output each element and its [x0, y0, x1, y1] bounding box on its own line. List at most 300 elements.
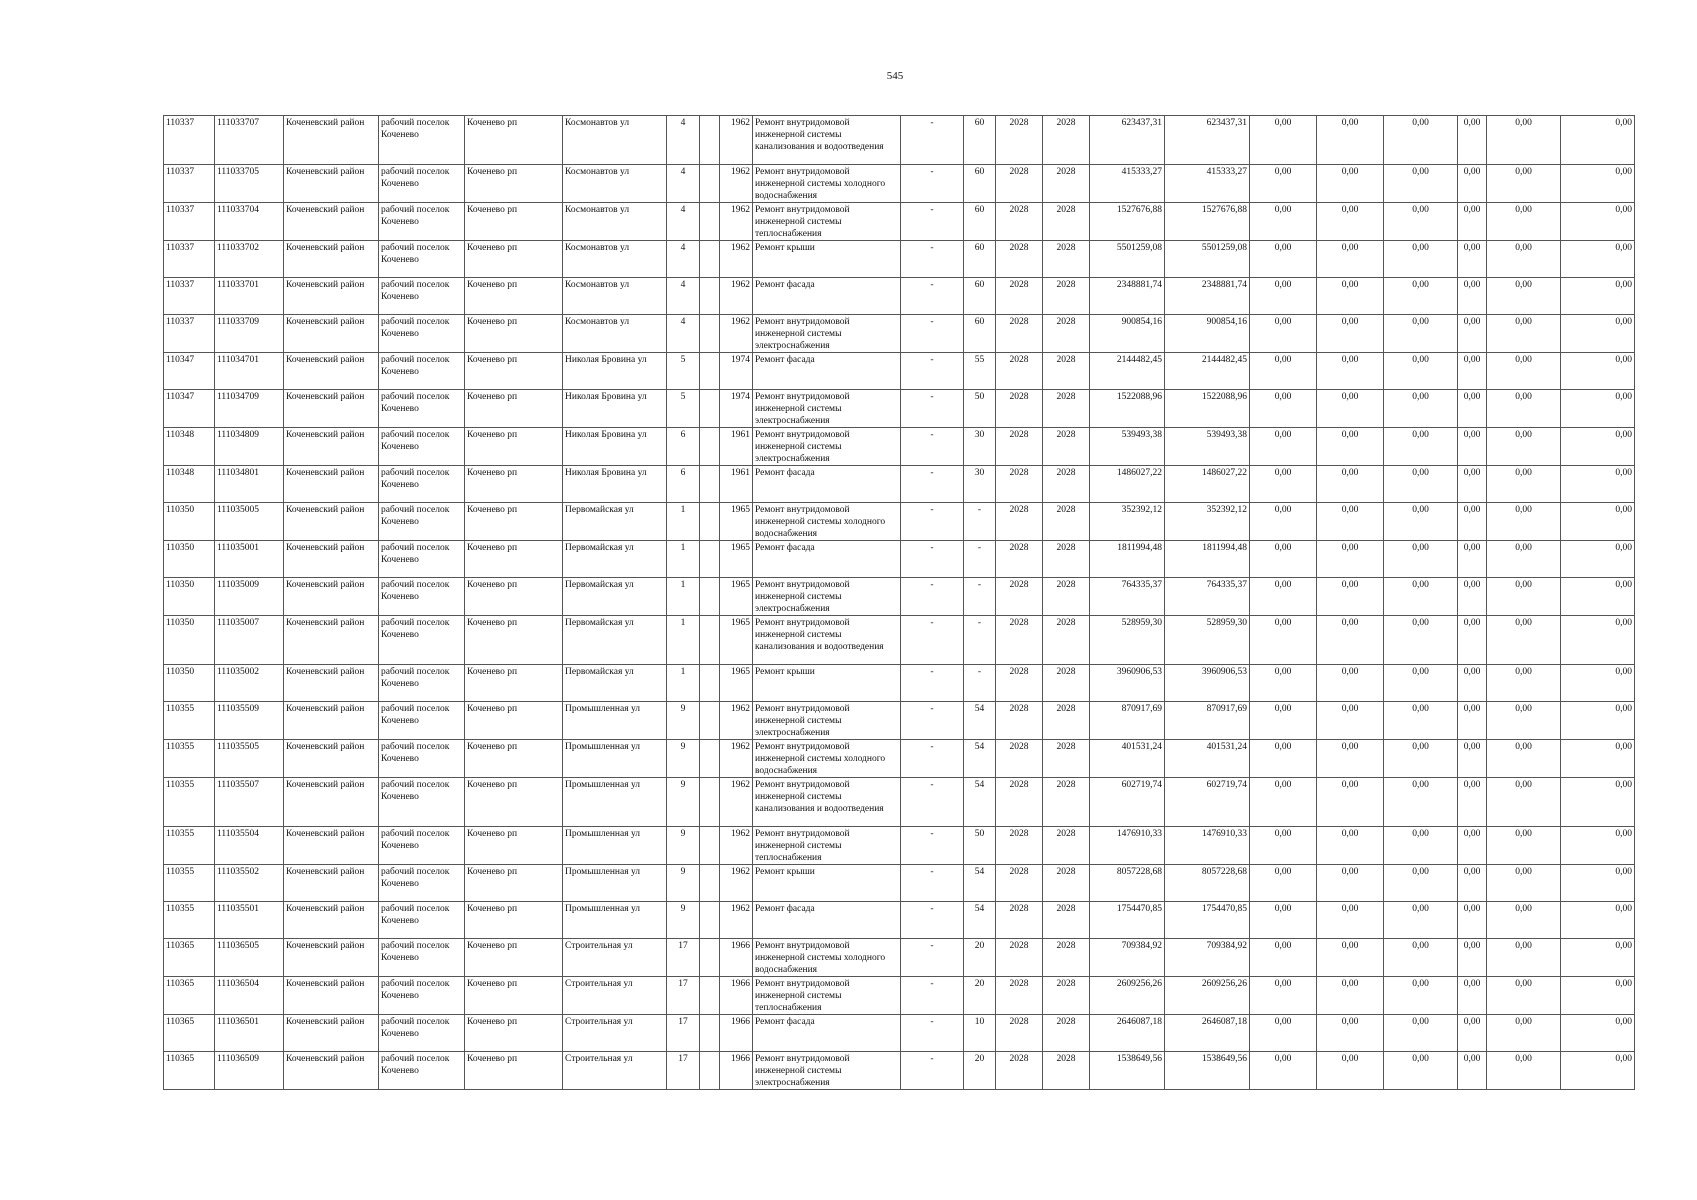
cell-district: Коченевский район [284, 865, 379, 902]
cell-plan-year-end: 2028 [1043, 241, 1090, 278]
cell-cost-federal: 0,00 [1250, 428, 1317, 466]
cell-object-code: 110355 [164, 702, 215, 740]
cell-year-built: 1966 [720, 939, 753, 977]
cell-work-code: 111035502 [215, 865, 284, 902]
cell-settlement: Коченево рп [465, 827, 563, 865]
cell-cost-owners: 0,00 [1458, 466, 1487, 503]
cell-house-number: 4 [667, 241, 700, 278]
cell-cost-federal: 0,00 [1250, 616, 1317, 665]
cell-plan-year-end: 2028 [1043, 578, 1090, 616]
cell-house-number: 17 [667, 1052, 700, 1090]
cell-work-code: 111035504 [215, 827, 284, 865]
cell-settlement-type: рабочий поселок Коченево [379, 278, 465, 315]
cell-cost-reserve: 0,00 [1561, 315, 1635, 353]
cell-year-built: 1961 [720, 428, 753, 466]
cell-house-number: 9 [667, 865, 700, 902]
cell-cost-federal: 0,00 [1250, 315, 1317, 353]
cell-street: Первомайская ул [563, 616, 667, 665]
cell-wear-percent: 50 [964, 827, 996, 865]
cell-cost-reserve: 0,00 [1561, 902, 1635, 939]
cell-cost-regional: 0,00 [1317, 315, 1384, 353]
cell-settlement-type: рабочий поселок Коченево [379, 1015, 465, 1052]
cell-settlement: Коченево рп [465, 1052, 563, 1090]
cell-work-code: 111034701 [215, 353, 284, 390]
cell-cost-other: 0,00 [1487, 939, 1561, 977]
cell-cost-federal: 0,00 [1250, 939, 1317, 977]
cell-building [700, 541, 720, 578]
cell-settlement-type: рабочий поселок Коченево [379, 203, 465, 241]
cell-cost-federal: 0,00 [1250, 865, 1317, 902]
cell-district: Коченевский район [284, 1015, 379, 1052]
cell-object-code: 110337 [164, 278, 215, 315]
cell-cost-reserve: 0,00 [1561, 241, 1635, 278]
cell-district: Коченевский район [284, 353, 379, 390]
cell-cost-other: 0,00 [1487, 116, 1561, 165]
cell-street: Космонавтов ул [563, 278, 667, 315]
cell-cost-local: 0,00 [1384, 503, 1458, 541]
cell-year-built: 1965 [720, 503, 753, 541]
cell-wear-percent: - [964, 616, 996, 665]
cell-unit: - [901, 616, 964, 665]
cell-settlement-type: рабочий поселок Коченево [379, 740, 465, 778]
cell-object-code: 110337 [164, 315, 215, 353]
cell-object-code: 110355 [164, 740, 215, 778]
cell-cost-local: 0,00 [1384, 665, 1458, 702]
cell-wear-percent: 54 [964, 702, 996, 740]
cell-cost-total: 2609256,26 [1090, 977, 1165, 1015]
cell-cost-owners: 0,00 [1458, 740, 1487, 778]
cell-cost-regional: 0,00 [1317, 165, 1384, 203]
cell-wear-percent: 60 [964, 315, 996, 353]
cell-house-number: 17 [667, 939, 700, 977]
cell-building [700, 390, 720, 428]
cell-district: Коченевский район [284, 616, 379, 665]
cell-cost-other: 0,00 [1487, 778, 1561, 827]
cell-plan-year-end: 2028 [1043, 939, 1090, 977]
cell-work-code: 111035005 [215, 503, 284, 541]
cell-settlement-type: рабочий поселок Коченево [379, 466, 465, 503]
cell-cost-other: 0,00 [1487, 165, 1561, 203]
cell-cost-local: 0,00 [1384, 740, 1458, 778]
table-row [164, 977, 1635, 1015]
table-row [164, 353, 1635, 390]
cell-cost-local: 0,00 [1384, 353, 1458, 390]
cell-cost-reserve: 0,00 [1561, 116, 1635, 165]
cell-building [700, 503, 720, 541]
cell-unit: - [901, 827, 964, 865]
cell-district: Коченевский район [284, 241, 379, 278]
cell-cost-federal: 0,00 [1250, 203, 1317, 241]
cell-district: Коченевский район [284, 827, 379, 865]
cell-cost-owners: 0,00 [1458, 165, 1487, 203]
cell-district: Коченевский район [284, 702, 379, 740]
cell-street: Космонавтов ул [563, 203, 667, 241]
cell-work-code: 111035505 [215, 740, 284, 778]
cell-unit: - [901, 116, 964, 165]
cell-district: Коченевский район [284, 315, 379, 353]
cell-year-built: 1962 [720, 165, 753, 203]
cell-building [700, 428, 720, 466]
cell-district: Коченевский район [284, 503, 379, 541]
cell-cost-reserve: 0,00 [1561, 203, 1635, 241]
cell-work-type: Ремонт фасада [753, 353, 901, 390]
table-row [164, 827, 1635, 865]
cell-cost-total: 870917,69 [1090, 702, 1165, 740]
cell-settlement-type: рабочий поселок Коченево [379, 865, 465, 902]
cell-cost-regional: 0,00 [1317, 503, 1384, 541]
cell-unit: - [901, 702, 964, 740]
cell-cost-local: 0,00 [1384, 241, 1458, 278]
cell-unit: - [901, 1015, 964, 1052]
cell-plan-year-start: 2028 [996, 665, 1043, 702]
cell-year-built: 1962 [720, 702, 753, 740]
table-row [164, 578, 1635, 616]
cell-year-built: 1962 [720, 116, 753, 165]
cell-street: Космонавтов ул [563, 315, 667, 353]
cell-cost-owners: 0,00 [1458, 665, 1487, 702]
cell-cost-other: 0,00 [1487, 428, 1561, 466]
cell-district: Коченевский район [284, 390, 379, 428]
cell-cost-local: 0,00 [1384, 578, 1458, 616]
cell-house-number: 4 [667, 278, 700, 315]
cell-street: Первомайская ул [563, 541, 667, 578]
cell-settlement: Коченево рп [465, 778, 563, 827]
cell-cost-owners: 0,00 [1458, 353, 1487, 390]
cell-plan-year-end: 2028 [1043, 902, 1090, 939]
cell-building [700, 116, 720, 165]
cell-work-code: 111033705 [215, 165, 284, 203]
cell-cost-other: 0,00 [1487, 503, 1561, 541]
cell-plan-year-start: 2028 [996, 865, 1043, 902]
cell-unit: - [901, 865, 964, 902]
cell-object-code: 110337 [164, 241, 215, 278]
cell-unit: - [901, 428, 964, 466]
table-row [164, 503, 1635, 541]
cell-plan-year-start: 2028 [996, 578, 1043, 616]
cell-cost-owners: 0,00 [1458, 503, 1487, 541]
cell-cost-regional: 0,00 [1317, 278, 1384, 315]
cell-cost-regional: 0,00 [1317, 1015, 1384, 1052]
table-row [164, 203, 1635, 241]
cell-building [700, 977, 720, 1015]
cell-cost-federal: 0,00 [1250, 740, 1317, 778]
cell-cost-owners: 0,00 [1458, 977, 1487, 1015]
cell-unit: - [901, 315, 964, 353]
cell-cost-other: 0,00 [1487, 616, 1561, 665]
cell-year-built: 1965 [720, 541, 753, 578]
cell-cost-other: 0,00 [1487, 902, 1561, 939]
cell-cost-local: 0,00 [1384, 902, 1458, 939]
cell-work-type: Ремонт внутридомовой инженерной системы холодного водоснабжения [753, 740, 901, 778]
cell-wear-percent: 60 [964, 241, 996, 278]
cell-plan-year-end: 2028 [1043, 778, 1090, 827]
cell-settlement-type: рабочий поселок Коченево [379, 702, 465, 740]
cell-unit: - [901, 503, 964, 541]
cell-cost-local: 0,00 [1384, 466, 1458, 503]
table-row [164, 278, 1635, 315]
cell-cost-federal: 0,00 [1250, 466, 1317, 503]
cell-house-number: 5 [667, 390, 700, 428]
cell-cost-reserve: 0,00 [1561, 778, 1635, 827]
cell-cost-reserve: 0,00 [1561, 1015, 1635, 1052]
cell-cost-regional: 0,00 [1317, 1052, 1384, 1090]
cell-house-number: 1 [667, 616, 700, 665]
cell-cost-fund: 5501259,08 [1165, 241, 1250, 278]
cell-cost-federal: 0,00 [1250, 278, 1317, 315]
cell-cost-owners: 0,00 [1458, 1015, 1487, 1052]
cell-settlement-type: рабочий поселок Коченево [379, 428, 465, 466]
cell-unit: - [901, 578, 964, 616]
cell-year-built: 1962 [720, 203, 753, 241]
cell-house-number: 9 [667, 778, 700, 827]
cell-settlement: Коченево рп [465, 466, 563, 503]
cell-wear-percent: - [964, 578, 996, 616]
cell-object-code: 110350 [164, 541, 215, 578]
cell-cost-federal: 0,00 [1250, 1015, 1317, 1052]
cell-house-number: 1 [667, 541, 700, 578]
cell-cost-other: 0,00 [1487, 241, 1561, 278]
cell-cost-federal: 0,00 [1250, 503, 1317, 541]
cell-cost-owners: 0,00 [1458, 902, 1487, 939]
cell-settlement: Коченево рп [465, 116, 563, 165]
cell-cost-other: 0,00 [1487, 1015, 1561, 1052]
cell-cost-fund: 2609256,26 [1165, 977, 1250, 1015]
cell-street: Промышленная ул [563, 827, 667, 865]
cell-cost-reserve: 0,00 [1561, 1052, 1635, 1090]
cell-year-built: 1962 [720, 278, 753, 315]
cell-plan-year-end: 2028 [1043, 865, 1090, 902]
cell-cost-owners: 0,00 [1458, 315, 1487, 353]
cell-cost-owners: 0,00 [1458, 865, 1487, 902]
cell-work-type: Ремонт внутридомовой инженерной системы канализования и водоотведения [753, 616, 901, 665]
cell-unit: - [901, 541, 964, 578]
cell-house-number: 5 [667, 353, 700, 390]
cell-wear-percent: 60 [964, 116, 996, 165]
cell-wear-percent: 60 [964, 278, 996, 315]
cell-plan-year-end: 2028 [1043, 740, 1090, 778]
cell-settlement: Коченево рп [465, 665, 563, 702]
cell-house-number: 4 [667, 116, 700, 165]
cell-unit: - [901, 778, 964, 827]
cell-house-number: 17 [667, 977, 700, 1015]
cell-object-code: 110350 [164, 578, 215, 616]
cell-cost-regional: 0,00 [1317, 116, 1384, 165]
cell-cost-other: 0,00 [1487, 278, 1561, 315]
cell-unit: - [901, 665, 964, 702]
cell-plan-year-start: 2028 [996, 428, 1043, 466]
cell-plan-year-start: 2028 [996, 778, 1043, 827]
cell-settlement-type: рабочий поселок Коченево [379, 315, 465, 353]
cell-cost-other: 0,00 [1487, 578, 1561, 616]
cell-work-type: Ремонт внутридомовой инженерной системы холодного водоснабжения [753, 503, 901, 541]
cell-plan-year-end: 2028 [1043, 702, 1090, 740]
cell-wear-percent: 20 [964, 977, 996, 1015]
cell-building [700, 665, 720, 702]
cell-plan-year-start: 2028 [996, 165, 1043, 203]
cell-unit: - [901, 466, 964, 503]
cell-year-built: 1965 [720, 578, 753, 616]
cell-object-code: 110347 [164, 353, 215, 390]
cell-plan-year-start: 2028 [996, 616, 1043, 665]
cell-building [700, 740, 720, 778]
cell-work-code: 111036505 [215, 939, 284, 977]
cell-cost-regional: 0,00 [1317, 939, 1384, 977]
cell-cost-total: 352392,12 [1090, 503, 1165, 541]
cell-object-code: 110355 [164, 902, 215, 939]
cell-district: Коченевский район [284, 203, 379, 241]
cell-cost-owners: 0,00 [1458, 541, 1487, 578]
cell-district: Коченевский район [284, 165, 379, 203]
cell-work-type: Ремонт внутридомовой инженерной системы электроснабжения [753, 702, 901, 740]
cell-district: Коченевский район [284, 578, 379, 616]
cell-object-code: 110365 [164, 977, 215, 1015]
cell-cost-fund: 8057228,68 [1165, 865, 1250, 902]
cell-cost-regional: 0,00 [1317, 778, 1384, 827]
cell-settlement-type: рабочий поселок Коченево [379, 939, 465, 977]
cell-street: Строительная ул [563, 1015, 667, 1052]
cell-cost-fund: 1538649,56 [1165, 1052, 1250, 1090]
cell-cost-local: 0,00 [1384, 616, 1458, 665]
cell-work-type: Ремонт внутридомовой инженерной системы электроснабжения [753, 315, 901, 353]
cell-work-code: 111035501 [215, 902, 284, 939]
cell-work-type: Ремонт внутридомовой инженерной системы теплоснабжения [753, 977, 901, 1015]
cell-unit: - [901, 902, 964, 939]
cell-cost-other: 0,00 [1487, 541, 1561, 578]
cell-cost-owners: 0,00 [1458, 116, 1487, 165]
cell-settlement: Коченево рп [465, 1015, 563, 1052]
cell-street: Первомайская ул [563, 665, 667, 702]
table-row [164, 702, 1635, 740]
cell-cost-regional: 0,00 [1317, 702, 1384, 740]
cell-cost-federal: 0,00 [1250, 541, 1317, 578]
cell-street: Космонавтов ул [563, 116, 667, 165]
cell-object-code: 110350 [164, 616, 215, 665]
cell-cost-total: 2646087,18 [1090, 1015, 1165, 1052]
cell-cost-total: 528959,30 [1090, 616, 1165, 665]
cell-cost-other: 0,00 [1487, 665, 1561, 702]
cell-cost-total: 709384,92 [1090, 939, 1165, 977]
cell-cost-total: 415333,27 [1090, 165, 1165, 203]
cell-object-code: 110355 [164, 827, 215, 865]
cell-cost-reserve: 0,00 [1561, 827, 1635, 865]
cell-settlement-type: рабочий поселок Коченево [379, 390, 465, 428]
cell-plan-year-start: 2028 [996, 1052, 1043, 1090]
cell-cost-regional: 0,00 [1317, 665, 1384, 702]
cell-cost-regional: 0,00 [1317, 977, 1384, 1015]
cell-settlement-type: рабочий поселок Коченево [379, 616, 465, 665]
cell-cost-fund: 401531,24 [1165, 740, 1250, 778]
cell-cost-other: 0,00 [1487, 203, 1561, 241]
cell-cost-owners: 0,00 [1458, 428, 1487, 466]
cell-cost-other: 0,00 [1487, 390, 1561, 428]
cell-house-number: 9 [667, 827, 700, 865]
cell-cost-local: 0,00 [1384, 939, 1458, 977]
cell-plan-year-end: 2028 [1043, 1052, 1090, 1090]
cell-building [700, 865, 720, 902]
cell-cost-reserve: 0,00 [1561, 390, 1635, 428]
cell-building [700, 939, 720, 977]
cell-plan-year-start: 2028 [996, 241, 1043, 278]
cell-cost-other: 0,00 [1487, 315, 1561, 353]
cell-cost-total: 2144482,45 [1090, 353, 1165, 390]
cell-cost-total: 1811994,48 [1090, 541, 1165, 578]
cell-plan-year-start: 2028 [996, 503, 1043, 541]
cell-plan-year-end: 2028 [1043, 503, 1090, 541]
cell-year-built: 1962 [720, 778, 753, 827]
cell-settlement-type: рабочий поселок Коченево [379, 353, 465, 390]
cell-cost-owners: 0,00 [1458, 390, 1487, 428]
cell-cost-fund: 528959,30 [1165, 616, 1250, 665]
cell-cost-other: 0,00 [1487, 740, 1561, 778]
cell-settlement: Коченево рп [465, 278, 563, 315]
cell-work-code: 111033701 [215, 278, 284, 315]
cell-building [700, 1052, 720, 1090]
cell-plan-year-end: 2028 [1043, 541, 1090, 578]
cell-year-built: 1966 [720, 1015, 753, 1052]
cell-house-number: 4 [667, 165, 700, 203]
cell-unit: - [901, 977, 964, 1015]
cell-object-code: 110365 [164, 1052, 215, 1090]
cell-cost-other: 0,00 [1487, 702, 1561, 740]
cell-wear-percent: - [964, 503, 996, 541]
cell-cost-local: 0,00 [1384, 116, 1458, 165]
cell-cost-federal: 0,00 [1250, 165, 1317, 203]
cell-work-code: 111036504 [215, 977, 284, 1015]
cell-unit: - [901, 390, 964, 428]
cell-cost-owners: 0,00 [1458, 241, 1487, 278]
table-row [164, 865, 1635, 902]
table-row [164, 315, 1635, 353]
cell-cost-owners: 0,00 [1458, 203, 1487, 241]
table-row [164, 541, 1635, 578]
cell-cost-reserve: 0,00 [1561, 939, 1635, 977]
cell-cost-federal: 0,00 [1250, 578, 1317, 616]
table-row [164, 1015, 1635, 1052]
cell-year-built: 1962 [720, 865, 753, 902]
cell-work-code: 111033707 [215, 116, 284, 165]
cell-cost-other: 0,00 [1487, 353, 1561, 390]
table-row [164, 740, 1635, 778]
cell-district: Коченевский район [284, 902, 379, 939]
cell-cost-local: 0,00 [1384, 428, 1458, 466]
cell-work-type: Ремонт внутридомовой инженерной системы холодного водоснабжения [753, 165, 901, 203]
cell-work-code: 111035507 [215, 778, 284, 827]
cell-settlement: Коченево рп [465, 977, 563, 1015]
cell-house-number: 4 [667, 315, 700, 353]
cell-cost-reserve: 0,00 [1561, 865, 1635, 902]
cell-cost-local: 0,00 [1384, 827, 1458, 865]
cell-settlement-type: рабочий поселок Коченево [379, 1052, 465, 1090]
cell-cost-regional: 0,00 [1317, 902, 1384, 939]
cell-settlement-type: рабочий поселок Коченево [379, 241, 465, 278]
cell-plan-year-start: 2028 [996, 702, 1043, 740]
cell-cost-federal: 0,00 [1250, 827, 1317, 865]
cell-building [700, 241, 720, 278]
cell-work-type: Ремонт внутридомовой инженерной системы теплоснабжения [753, 827, 901, 865]
table-row [164, 939, 1635, 977]
cell-street: Николая Бровина ул [563, 390, 667, 428]
cell-plan-year-end: 2028 [1043, 977, 1090, 1015]
cell-street: Космонавтов ул [563, 241, 667, 278]
cell-cost-fund: 623437,31 [1165, 116, 1250, 165]
cell-cost-reserve: 0,00 [1561, 278, 1635, 315]
cell-cost-federal: 0,00 [1250, 778, 1317, 827]
cell-work-code: 111035001 [215, 541, 284, 578]
cell-cost-owners: 0,00 [1458, 1052, 1487, 1090]
cell-work-type: Ремонт внутридомовой инженерной системы электроснабжения [753, 428, 901, 466]
cell-plan-year-start: 2028 [996, 315, 1043, 353]
cell-cost-reserve: 0,00 [1561, 541, 1635, 578]
